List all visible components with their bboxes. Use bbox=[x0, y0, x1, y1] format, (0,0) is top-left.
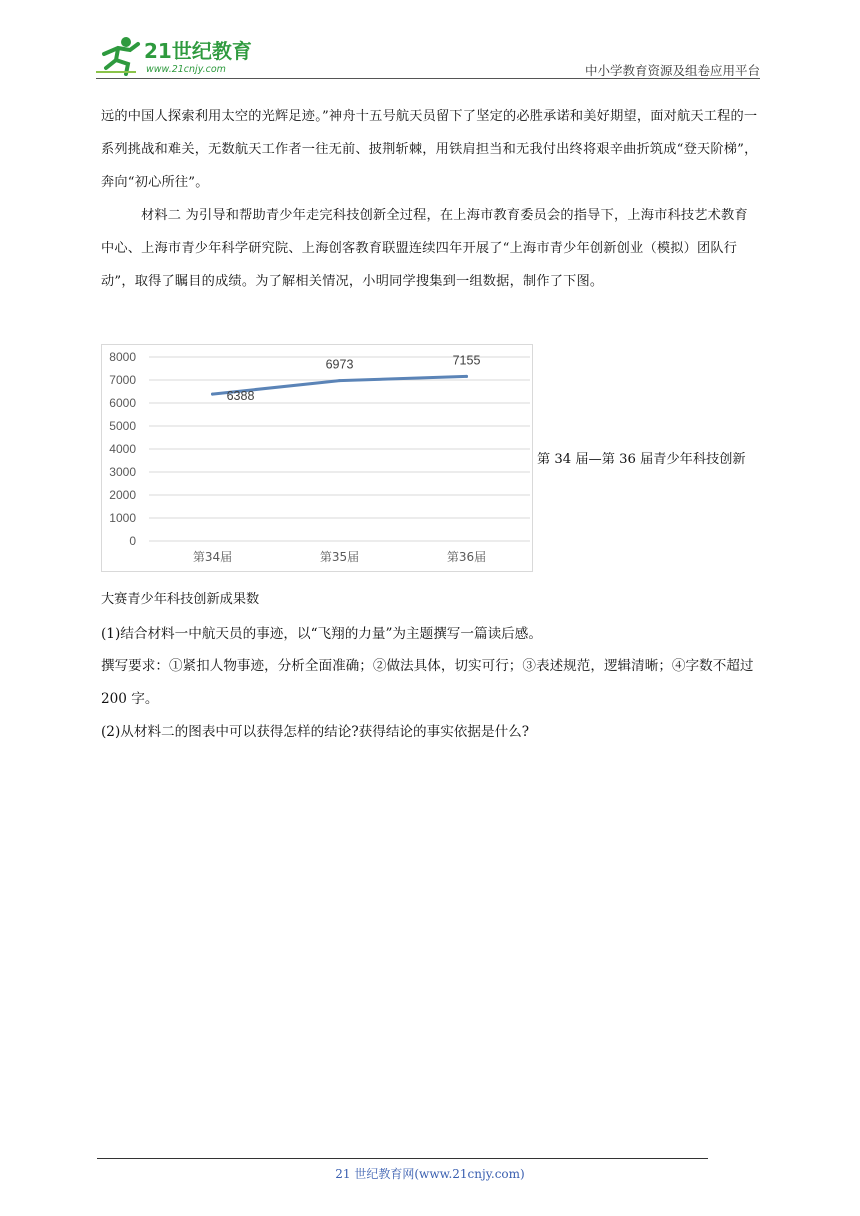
chart-canvas bbox=[102, 345, 532, 571]
y-tick-label: 5000 bbox=[109, 419, 136, 433]
material-one-paragraph: 远的中国人探索利用太空的光辉足迹。”神舟十五号航天员留下了坚定的必胜承诺和美好期望，面对航天工程的一系列挑战和难关，无数航天工作者一往无前、披荆斩棘，用铁肩担当和无我付出终将艰辛曲折筑成“登天阶梯”，奔向“初心所往”。 bbox=[101, 109, 758, 190]
data-point bbox=[211, 393, 214, 396]
line-chart bbox=[101, 344, 533, 572]
y-tick-label: 8000 bbox=[109, 350, 136, 364]
data-label: 7155 bbox=[452, 353, 481, 368]
site-logo bbox=[96, 36, 266, 76]
x-tick-label: 第35届 bbox=[319, 550, 360, 564]
x-tick-label: 第36届 bbox=[446, 550, 487, 564]
question-2: (2)从材料二的图表中可以获得怎样的结论?获得结论的事实依据是什么? bbox=[101, 724, 530, 740]
y-tick-label: 4000 bbox=[109, 442, 136, 456]
page-header bbox=[96, 28, 760, 80]
y-tick-label: 2000 bbox=[109, 488, 136, 502]
logo-subtitle: www.21cnjy.com bbox=[146, 64, 226, 75]
runner-icon bbox=[96, 37, 138, 74]
y-tick-label: 3000 bbox=[109, 465, 136, 479]
x-tick-label: 第34届 bbox=[192, 550, 233, 564]
y-tick-label: 1000 bbox=[109, 511, 136, 525]
footer-divider bbox=[97, 1158, 708, 1159]
question-1: (1)结合材料一中航天员的事迹，以“飞翔的力量”为主题撰写一篇读后感。 bbox=[101, 626, 542, 642]
chart-caption-right: 第 34 届—第 36 届青少年科技创新 bbox=[537, 452, 746, 467]
platform-name: 中小学教育资源及组卷应用平台 bbox=[584, 63, 760, 78]
header-divider bbox=[96, 78, 760, 79]
chart-caption-below: 大赛青少年科技创新成果数 bbox=[101, 592, 260, 607]
material-two-paragraph: 材料二 为引导和帮助青少年走完科技创新全过程，在上海市教育委员会的指导下，上海市科技艺术教育中心、上海市青少年科学研究院、上海创客教育联盟连续四年开展了“上海市青少年创新创业（模拟）团队行动”，取得了瞩目的成绩。为了解相关情况，小明同学搜集到一组数据，制作了下图。 bbox=[101, 208, 748, 289]
y-tick-label: 6000 bbox=[109, 396, 136, 410]
y-tick-label: 0 bbox=[129, 534, 136, 548]
data-label: 6388 bbox=[226, 389, 255, 404]
data-point bbox=[338, 379, 341, 382]
question-1-requirements: 撰写要求：①紧扣人物事迹，分析全面准确；②做法具体，切实可行；③表述规范，逻辑清晰；④字数不超过 200 字。 bbox=[101, 658, 754, 707]
footer-text: 21 世纪教育网(www.21cnjy.com) bbox=[335, 1167, 525, 1181]
logo-title: 21世纪教育 bbox=[144, 39, 252, 63]
y-tick-label: 7000 bbox=[109, 373, 136, 387]
data-point bbox=[465, 375, 468, 378]
data-label: 6973 bbox=[325, 357, 354, 372]
